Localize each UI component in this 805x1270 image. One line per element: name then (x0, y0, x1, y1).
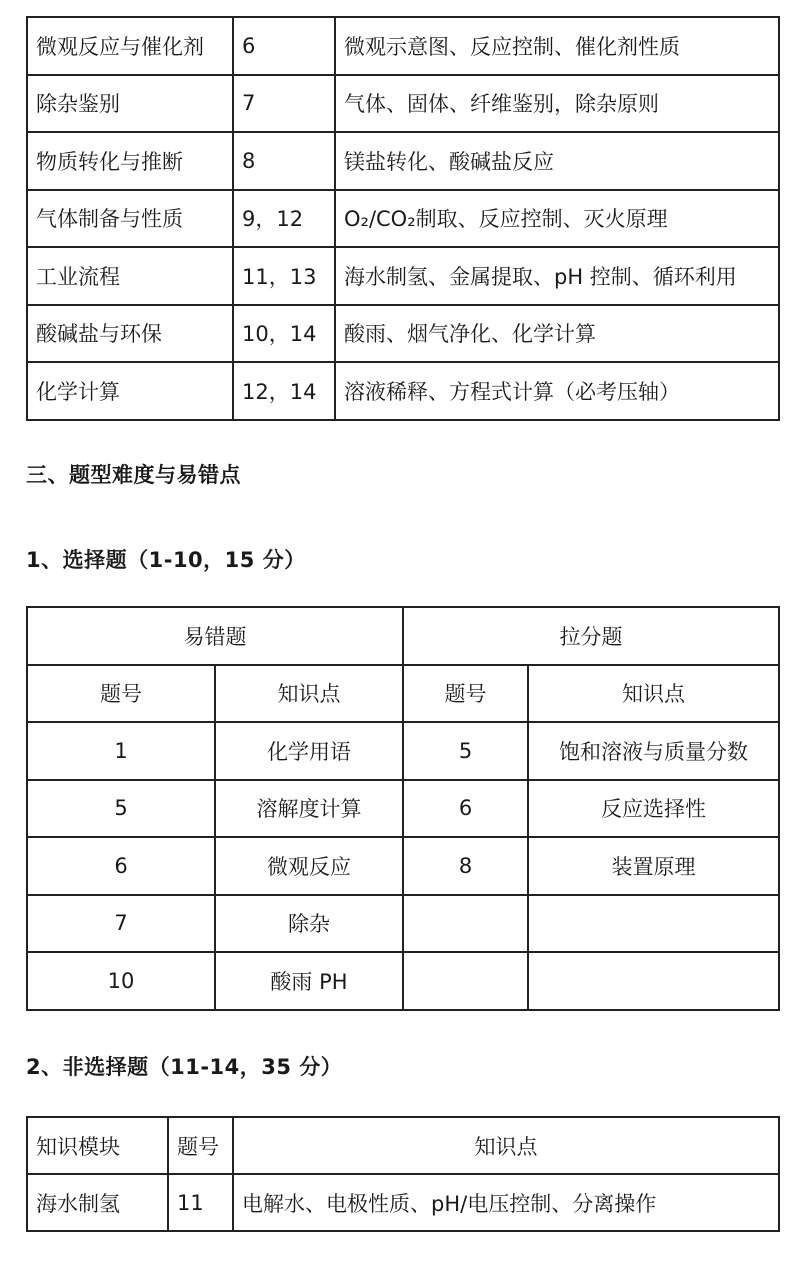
module-cell: 化学计算 (27, 362, 233, 420)
empty-cell (528, 952, 779, 1010)
column-header-number: 题号 (27, 665, 215, 723)
column-header-point: 知识点 (233, 1117, 779, 1174)
table-header-row (27, 665, 779, 723)
empty-cell (403, 952, 528, 1010)
table-header-row (27, 1117, 779, 1174)
question-number-cell: 6 (27, 837, 215, 895)
column-header-module: 知识模块 (27, 1117, 168, 1174)
non-choice-question-table (26, 1116, 780, 1232)
table-row (27, 305, 779, 363)
choice-question-table (26, 606, 780, 1011)
table-row (27, 895, 779, 953)
question-number-cell: 10 (27, 952, 215, 1010)
module-cell: 物质转化与推断 (27, 132, 233, 190)
column-header-point: 知识点 (528, 665, 779, 723)
question-number-cell: 7 (233, 75, 335, 133)
knowledge-point-cell: 反应选择性 (528, 780, 779, 838)
knowledge-point-cell: 海水制氢、金属提取、pH 控制、循环利用 (335, 247, 779, 305)
topic-table (26, 16, 780, 421)
question-number-cell: 8 (403, 837, 528, 895)
knowledge-point-cell: 化学用语 (215, 722, 403, 780)
knowledge-point-cell: 装置原理 (528, 837, 779, 895)
question-number-cell: 5 (403, 722, 528, 780)
table-row (27, 75, 779, 133)
knowledge-point-cell: 酸雨、烟气净化、化学计算 (335, 305, 779, 363)
question-number-cell: 1 (27, 722, 215, 780)
table-row (27, 190, 779, 248)
column-header-number: 题号 (168, 1117, 233, 1174)
question-number-cell: 10，14 (233, 305, 335, 363)
knowledge-point-cell: 气体、固体、纤维鉴别，除杂原则 (335, 75, 779, 133)
table-row (27, 780, 779, 838)
knowledge-point-cell: 酸雨 PH (215, 952, 403, 1010)
knowledge-point-cell: 微观反应 (215, 837, 403, 895)
section-3-1-heading: 1、选择题（1-10，15 分） (26, 548, 306, 572)
table-row (27, 1174, 779, 1231)
knowledge-point-cell: 溶解度计算 (215, 780, 403, 838)
module-cell: 微观反应与催化剂 (27, 17, 233, 75)
question-number-cell: 11，13 (233, 247, 335, 305)
module-cell: 工业流程 (27, 247, 233, 305)
knowledge-point-cell: 电解水、电极性质、pH/电压控制、分离操作 (233, 1174, 779, 1231)
score-gap-group-header: 拉分题 (403, 607, 779, 665)
column-header-point: 知识点 (215, 665, 403, 723)
knowledge-point-cell: O₂/CO₂制取、反应控制、灭火原理 (335, 190, 779, 248)
knowledge-point-cell: 饱和溶液与质量分数 (528, 722, 779, 780)
question-number-cell: 12，14 (233, 362, 335, 420)
question-number-cell: 9，12 (233, 190, 335, 248)
knowledge-point-cell: 溶液稀释、方程式计算（必考压轴） (335, 362, 779, 420)
table-header-row (27, 607, 779, 665)
table-row (27, 952, 779, 1010)
section-3-2-heading: 2、非选择题（11-14，35 分） (26, 1055, 343, 1079)
column-header-number: 题号 (403, 665, 528, 723)
table-row (27, 837, 779, 895)
module-cell: 气体制备与性质 (27, 190, 233, 248)
module-cell: 酸碱盐与环保 (27, 305, 233, 363)
section-3-heading: 三、题型难度与易错点 (26, 463, 241, 487)
table-row (27, 17, 779, 75)
table-row (27, 132, 779, 190)
empty-cell (403, 895, 528, 953)
table-row (27, 362, 779, 420)
table-row (27, 722, 779, 780)
table-row (27, 247, 779, 305)
question-number-cell: 8 (233, 132, 335, 190)
question-number-cell: 5 (27, 780, 215, 838)
error-prone-group-header: 易错题 (27, 607, 403, 665)
knowledge-point-cell: 微观示意图、反应控制、催化剂性质 (335, 17, 779, 75)
module-cell: 除杂鉴别 (27, 75, 233, 133)
question-number-cell: 7 (27, 895, 215, 953)
knowledge-point-cell: 除杂 (215, 895, 403, 953)
question-number-cell: 6 (403, 780, 528, 838)
empty-cell (528, 895, 779, 953)
question-number-cell: 11 (168, 1174, 233, 1231)
question-number-cell: 6 (233, 17, 335, 75)
knowledge-point-cell: 镁盐转化、酸碱盐反应 (335, 132, 779, 190)
module-cell: 海水制氢 (27, 1174, 168, 1231)
